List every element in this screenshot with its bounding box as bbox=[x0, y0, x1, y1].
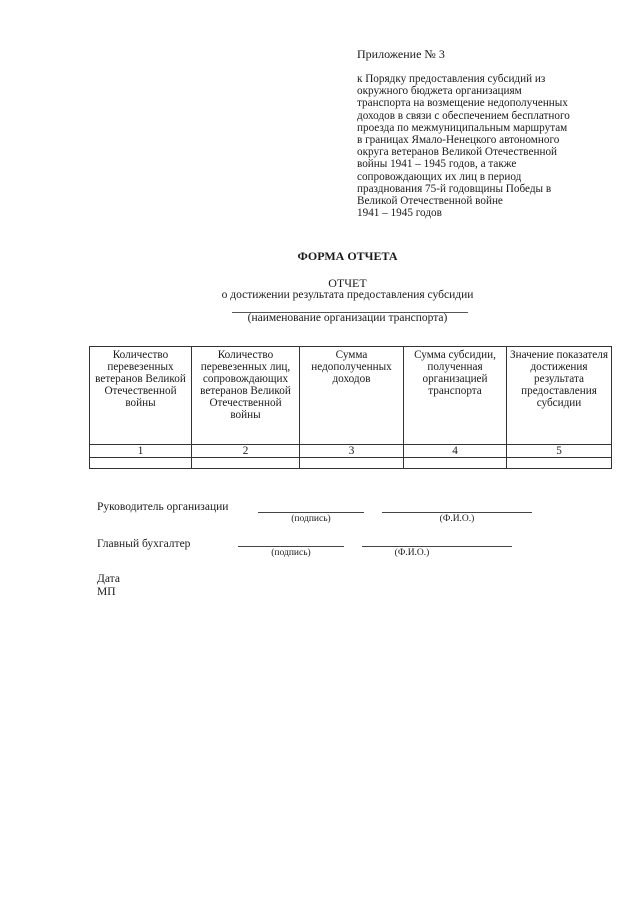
column-header: Сумма недополученных доходов bbox=[300, 347, 404, 445]
column-header: Сумма субсидии, полученная организацией транспорта bbox=[404, 347, 507, 445]
column-number: 3 bbox=[300, 445, 404, 458]
accountant-name-caption: (Ф.И.О.) bbox=[394, 548, 430, 558]
column-header: Количество перевезенных ветеранов Великой Отечественной войны bbox=[90, 347, 192, 445]
head-signature-caption: (подпись) bbox=[291, 514, 331, 524]
column-number: 2 bbox=[192, 445, 300, 458]
accountant-signature-line[interactable] bbox=[238, 546, 344, 547]
appendix-line: проезда по межмуниципальным маршрутам bbox=[357, 121, 568, 134]
report-subtitle: о достижении результата предоставления субсидии bbox=[221, 289, 474, 301]
head-name-line[interactable] bbox=[382, 512, 532, 513]
table-header-row bbox=[90, 347, 612, 445]
appendix-line: к Порядку предоставления субсидий из bbox=[357, 73, 546, 85]
appendix-line: войны 1941 – 1945 годов, а также bbox=[357, 158, 517, 171]
table-cell[interactable] bbox=[507, 458, 612, 469]
head-signature-line[interactable] bbox=[258, 512, 364, 513]
appendix-line: доходов в связи с обеспечением бесплатного bbox=[357, 109, 570, 122]
head-name-caption: (Ф.И.О.) bbox=[439, 514, 475, 524]
head-signature-label: Руководитель организации bbox=[97, 501, 229, 513]
appendix-line: сопровождающих их лиц в период bbox=[357, 170, 522, 183]
column-number: 1 bbox=[90, 445, 192, 458]
appendix-line: округа ветеранов Великой Отечественной bbox=[357, 146, 558, 159]
column-number: 5 bbox=[507, 445, 612, 458]
date-label: Дата bbox=[97, 573, 120, 585]
appendix-line: Великой Отечественной войне bbox=[357, 195, 503, 208]
appendix-line: в границах Ямало-Ненецкого автономного bbox=[357, 134, 560, 147]
column-number: 4 bbox=[404, 445, 507, 458]
appendix-line: 1941 – 1945 годов bbox=[357, 207, 442, 220]
table-cell[interactable] bbox=[90, 458, 192, 469]
appendix-line: окружного бюджета организациям bbox=[357, 85, 522, 98]
appendix-line: транспорта на возмещение недополученных bbox=[357, 97, 568, 110]
accountant-signature-label: Главный бухгалтер bbox=[97, 538, 191, 550]
organization-name-caption: (наименование организации транспорта) bbox=[247, 312, 448, 324]
report-title: ОТЧЕТ bbox=[328, 276, 367, 290]
appendix-title: Приложение № 3 bbox=[357, 47, 445, 61]
table-number-row bbox=[90, 445, 612, 458]
form-title: ФОРМА ОТЧЕТА bbox=[297, 249, 398, 263]
seal-label: МП bbox=[97, 586, 116, 598]
column-header: Количество перевезенных лиц, сопровождающих ветеранов Великой Отечественной войны bbox=[192, 347, 300, 445]
accountant-name-line[interactable] bbox=[362, 546, 512, 547]
table-cell[interactable] bbox=[300, 458, 404, 469]
table-cell[interactable] bbox=[404, 458, 507, 469]
accountant-signature-caption: (подпись) bbox=[271, 548, 311, 558]
table-row bbox=[90, 458, 612, 469]
appendix-line: празднования 75-й годовщины Победы в bbox=[357, 182, 552, 195]
column-header: Значение показателя достижения результата предоставления субсидии bbox=[507, 347, 612, 445]
appendix-text bbox=[357, 73, 619, 219]
report-table bbox=[89, 346, 612, 469]
table-cell[interactable] bbox=[192, 458, 300, 469]
